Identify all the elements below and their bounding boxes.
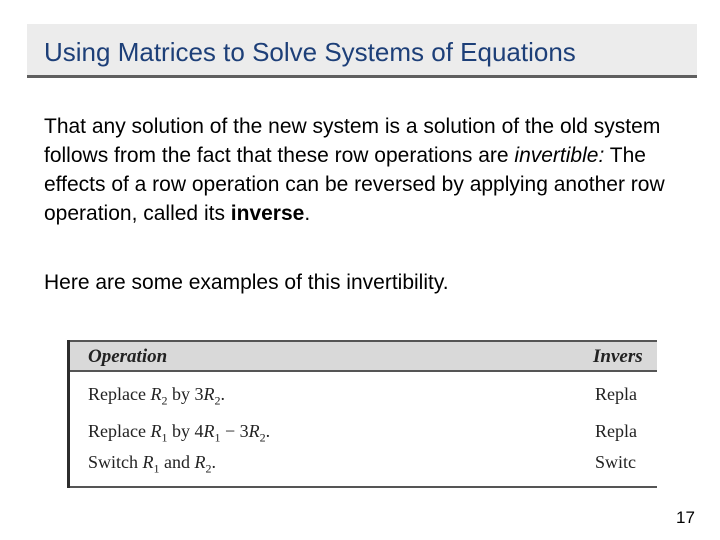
paragraph-text-3: .: [304, 202, 311, 225]
table-row-operation: Replace $R_2$ by $3R_2$.: [88, 384, 225, 408]
table-row-operation: Switch $R_1$ and $R_2$.: [88, 452, 217, 476]
row-op-prefix: Replace: [88, 421, 146, 441]
operations-table: [67, 340, 657, 488]
page-number: 17: [676, 508, 695, 527]
paragraph-examples: Here are some examples of this invertibility.: [44, 271, 449, 294]
table-row-inverse: Switc: [595, 452, 637, 472]
paragraph-bold-term: inverse: [230, 202, 305, 225]
table-bottom-rule: [70, 486, 657, 488]
slide-title: Using Matrices to Solve Systems of Equations: [44, 37, 576, 67]
header-operation: Operation: [88, 346, 168, 367]
slide-title-bar: [27, 24, 697, 78]
table-header: [70, 340, 657, 372]
header-inverse: Invers: [593, 346, 643, 367]
table-row-operation: Replace $R_1$ by $4R_1 - 3R_2$.: [88, 421, 271, 445]
table-row-inverse: Repla: [595, 384, 637, 404]
paragraph-invertible: [44, 112, 694, 228]
row-op-prefix: Replace: [88, 384, 146, 404]
paragraph-text-1: That any solution of the new system is a solution of the old system follows from the fact that these row operations are: [44, 115, 661, 167]
paragraph-text-2: The effects of a row operation can be reversed by applying another row operation, called its: [44, 144, 665, 225]
row-op-prefix: Switch: [88, 452, 139, 472]
paragraph-italic-term: invertible:: [514, 144, 605, 167]
table-row-inverse: Repla: [595, 421, 637, 441]
